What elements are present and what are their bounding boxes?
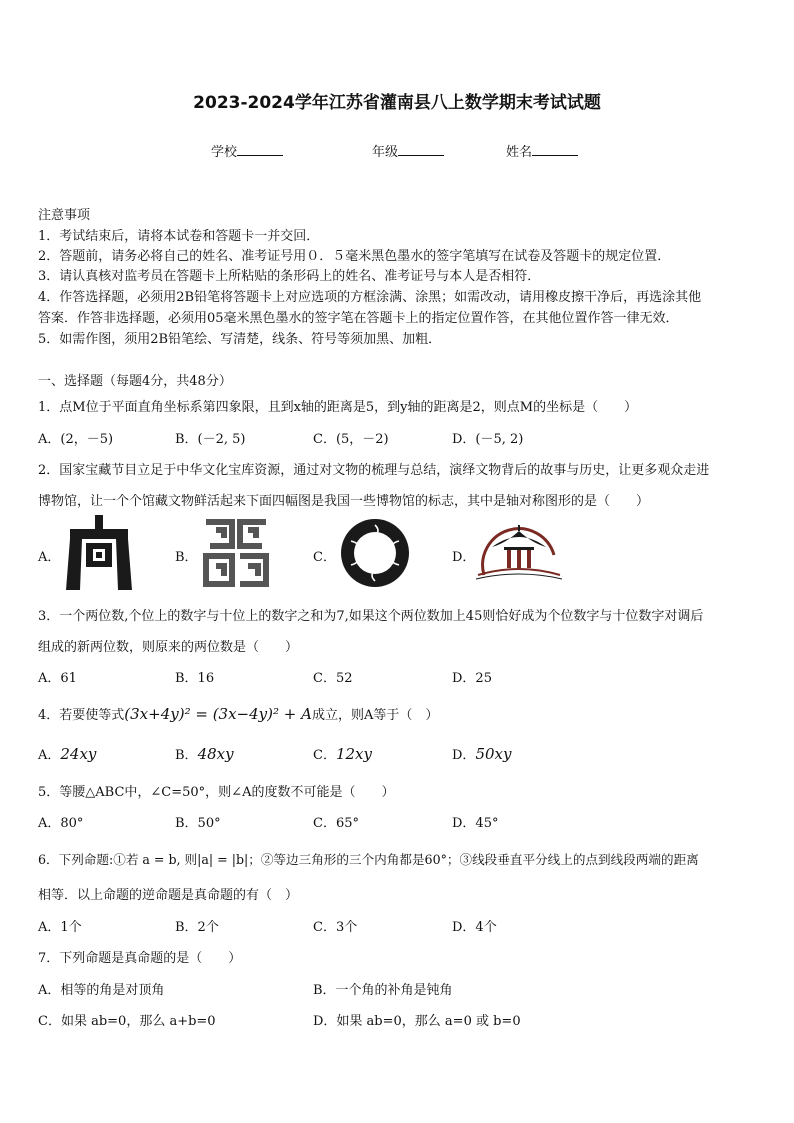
grade-blank[interactable] [398,143,444,156]
q2-option-a-label[interactable]: A． [38,550,61,565]
q3-option-a[interactable]: A．61 [38,671,77,686]
q4-prefix: 4．若要使等式 [38,708,125,723]
coin-museum-logo-icon [62,515,136,590]
q7-option-a[interactable]: A．相等的角是对顶角 [38,983,165,998]
q6-option-a[interactable]: A．1个 [38,920,82,935]
question-3-stem-line2: 组成的新两位数，则原来的两位数是（ ） [38,640,299,655]
seal-museum-logo-icon [202,516,270,590]
section-heading: 一、选择题（每题4分，共48分） [38,374,232,389]
q4-option-a-value: 24xy [60,745,97,763]
q5-option-b[interactable]: B．50° [175,816,221,831]
notice-item: 5．如需作图，须用2B铅笔绘、写清楚，线条、符号等须加黑、加粗． [38,332,442,347]
name-label: 姓名 [506,145,533,160]
q4-suffix: 成立，则A等于（ ） [311,708,439,723]
question-1-stem: 1．点M位于平面直角坐标系第四象限，且到x轴的距离是5，到y轴的距离是2，则点M的坐标是（ ） [38,400,638,415]
q2-option-c-label[interactable]: C． [313,550,336,565]
q1-option-a[interactable]: A．(2，－5) [38,432,114,447]
q6-option-d[interactable]: D．4个 [452,920,497,935]
notice-item: 1．考试结束后，请将本试卷和答题卡一并交回． [38,229,320,244]
q3-option-d[interactable]: D．25 [452,671,492,686]
school-blank[interactable] [237,143,283,156]
q7-option-b[interactable]: B．一个角的补角是钝角 [313,983,453,998]
q7-option-d[interactable]: D．如果 ab=0，那么 a=0 或 b=0 [313,1014,521,1029]
q1-option-c[interactable]: C．(5，－2) [313,432,389,447]
q2-option-b-label[interactable]: B． [175,550,198,565]
page-title: 2023-2024学年江苏省灌南县八上数学期末考试试题 [193,93,601,113]
q4-option-b[interactable] [175,744,234,763]
name-field [506,141,578,160]
q4-option-a-label: A． [38,748,61,763]
q7-option-c[interactable]: C．如果 ab=0，那么 a+b=0 [38,1014,216,1029]
q4-option-b-value: 48xy [197,745,234,763]
name-blank[interactable] [532,143,578,156]
q3-option-b[interactable]: B．16 [175,671,215,686]
q4-option-d[interactable] [452,744,511,763]
q5-option-c[interactable]: C．65° [313,816,359,831]
school-field [211,141,283,160]
question-3-stem-line1: 3．一个两位数,个位上的数字与十位上的数字之和为7,如果这个两位数加上45则恰好成为个位数字与十位数字对调后 [38,609,704,624]
question-2-stem-line2: 博物馆，让一个个馆藏文物鲜活起来下面四幅图是我国一些博物馆的标志，其中是轴对称图形的是（ ） [38,494,650,509]
q4-option-a[interactable] [38,744,96,763]
pavilion-museum-logo-icon [474,519,564,581]
school-label: 学校 [211,145,238,160]
q4-option-c-label: C． [313,748,336,763]
notice-item: 4．作答选择题，必须用2B铅笔将答题卡上对应选项的方框涂满、涂黑；如需改动，请用橡皮擦干净后，再选涂其他 [38,290,702,305]
q6-option-b[interactable]: B．2个 [175,920,219,935]
q2-option-d-label[interactable]: D． [452,550,476,565]
q5-option-d[interactable]: D．45° [452,816,499,831]
q4-option-c[interactable] [313,744,372,763]
q4-option-d-label: D． [452,748,476,763]
grade-field [372,141,444,160]
q4-option-c-value: 12xy [335,745,372,763]
notice-item: 答案．作答非选择题，必须用05毫米黑色墨水的签字笔在答题卡上的指定位置作答，在其他位置作答一律无效． [38,311,679,326]
question-6-stem-line1: 6．下列命题:①若 a = b, 则|a| = |b|；②等边三角形的三个内角都是60°；③线段垂直平分线上的点到线段两端的距离 [38,852,699,867]
notice-heading: 注意事项 [38,208,91,223]
q6-option-c[interactable]: C．3个 [313,920,358,935]
q3-option-c[interactable]: C．52 [313,671,353,686]
grade-label: 年级 [372,145,399,160]
question-4-stem [38,704,438,723]
q4-option-b-label: B． [175,748,198,763]
q1-option-d[interactable]: D．(－5, 2) [452,432,524,447]
ring-museum-logo-icon [339,517,411,589]
question-5-stem: 5．等腰△ABC中，∠C=50°，则∠A的度数不可能是（ ） [38,785,395,800]
q4-equation: (3x+4y)² = (3x−4y)² + A [124,705,312,723]
notice-item: 3．请认真核对监考员在答题卡上所粘贴的条形码上的姓名、准考证号与本人是否相符． [38,269,541,284]
question-7-stem: 7．下列命题是真命题的是（ ） [38,951,242,966]
q5-option-a[interactable]: A．80° [38,816,84,831]
q1-option-b[interactable]: B．(－2, 5) [175,432,246,447]
q4-option-d-value: 50xy [475,745,512,763]
notice-item: 2．答题前，请务必将自己的姓名、准考证号用０．５毫米黑色墨水的签字笔填写在试卷及答题卡的规定位置． [38,249,671,264]
question-6-stem-line2: 相等．以上命题的逆命题是真命题的有（ ） [38,888,299,903]
question-2-stem-line1: 2．国家宝藏节目立足于中华文化宝库资源，通过对文物的梳理与总结，演绎文物背后的故事与历史，让更多观众走进 [38,463,710,478]
